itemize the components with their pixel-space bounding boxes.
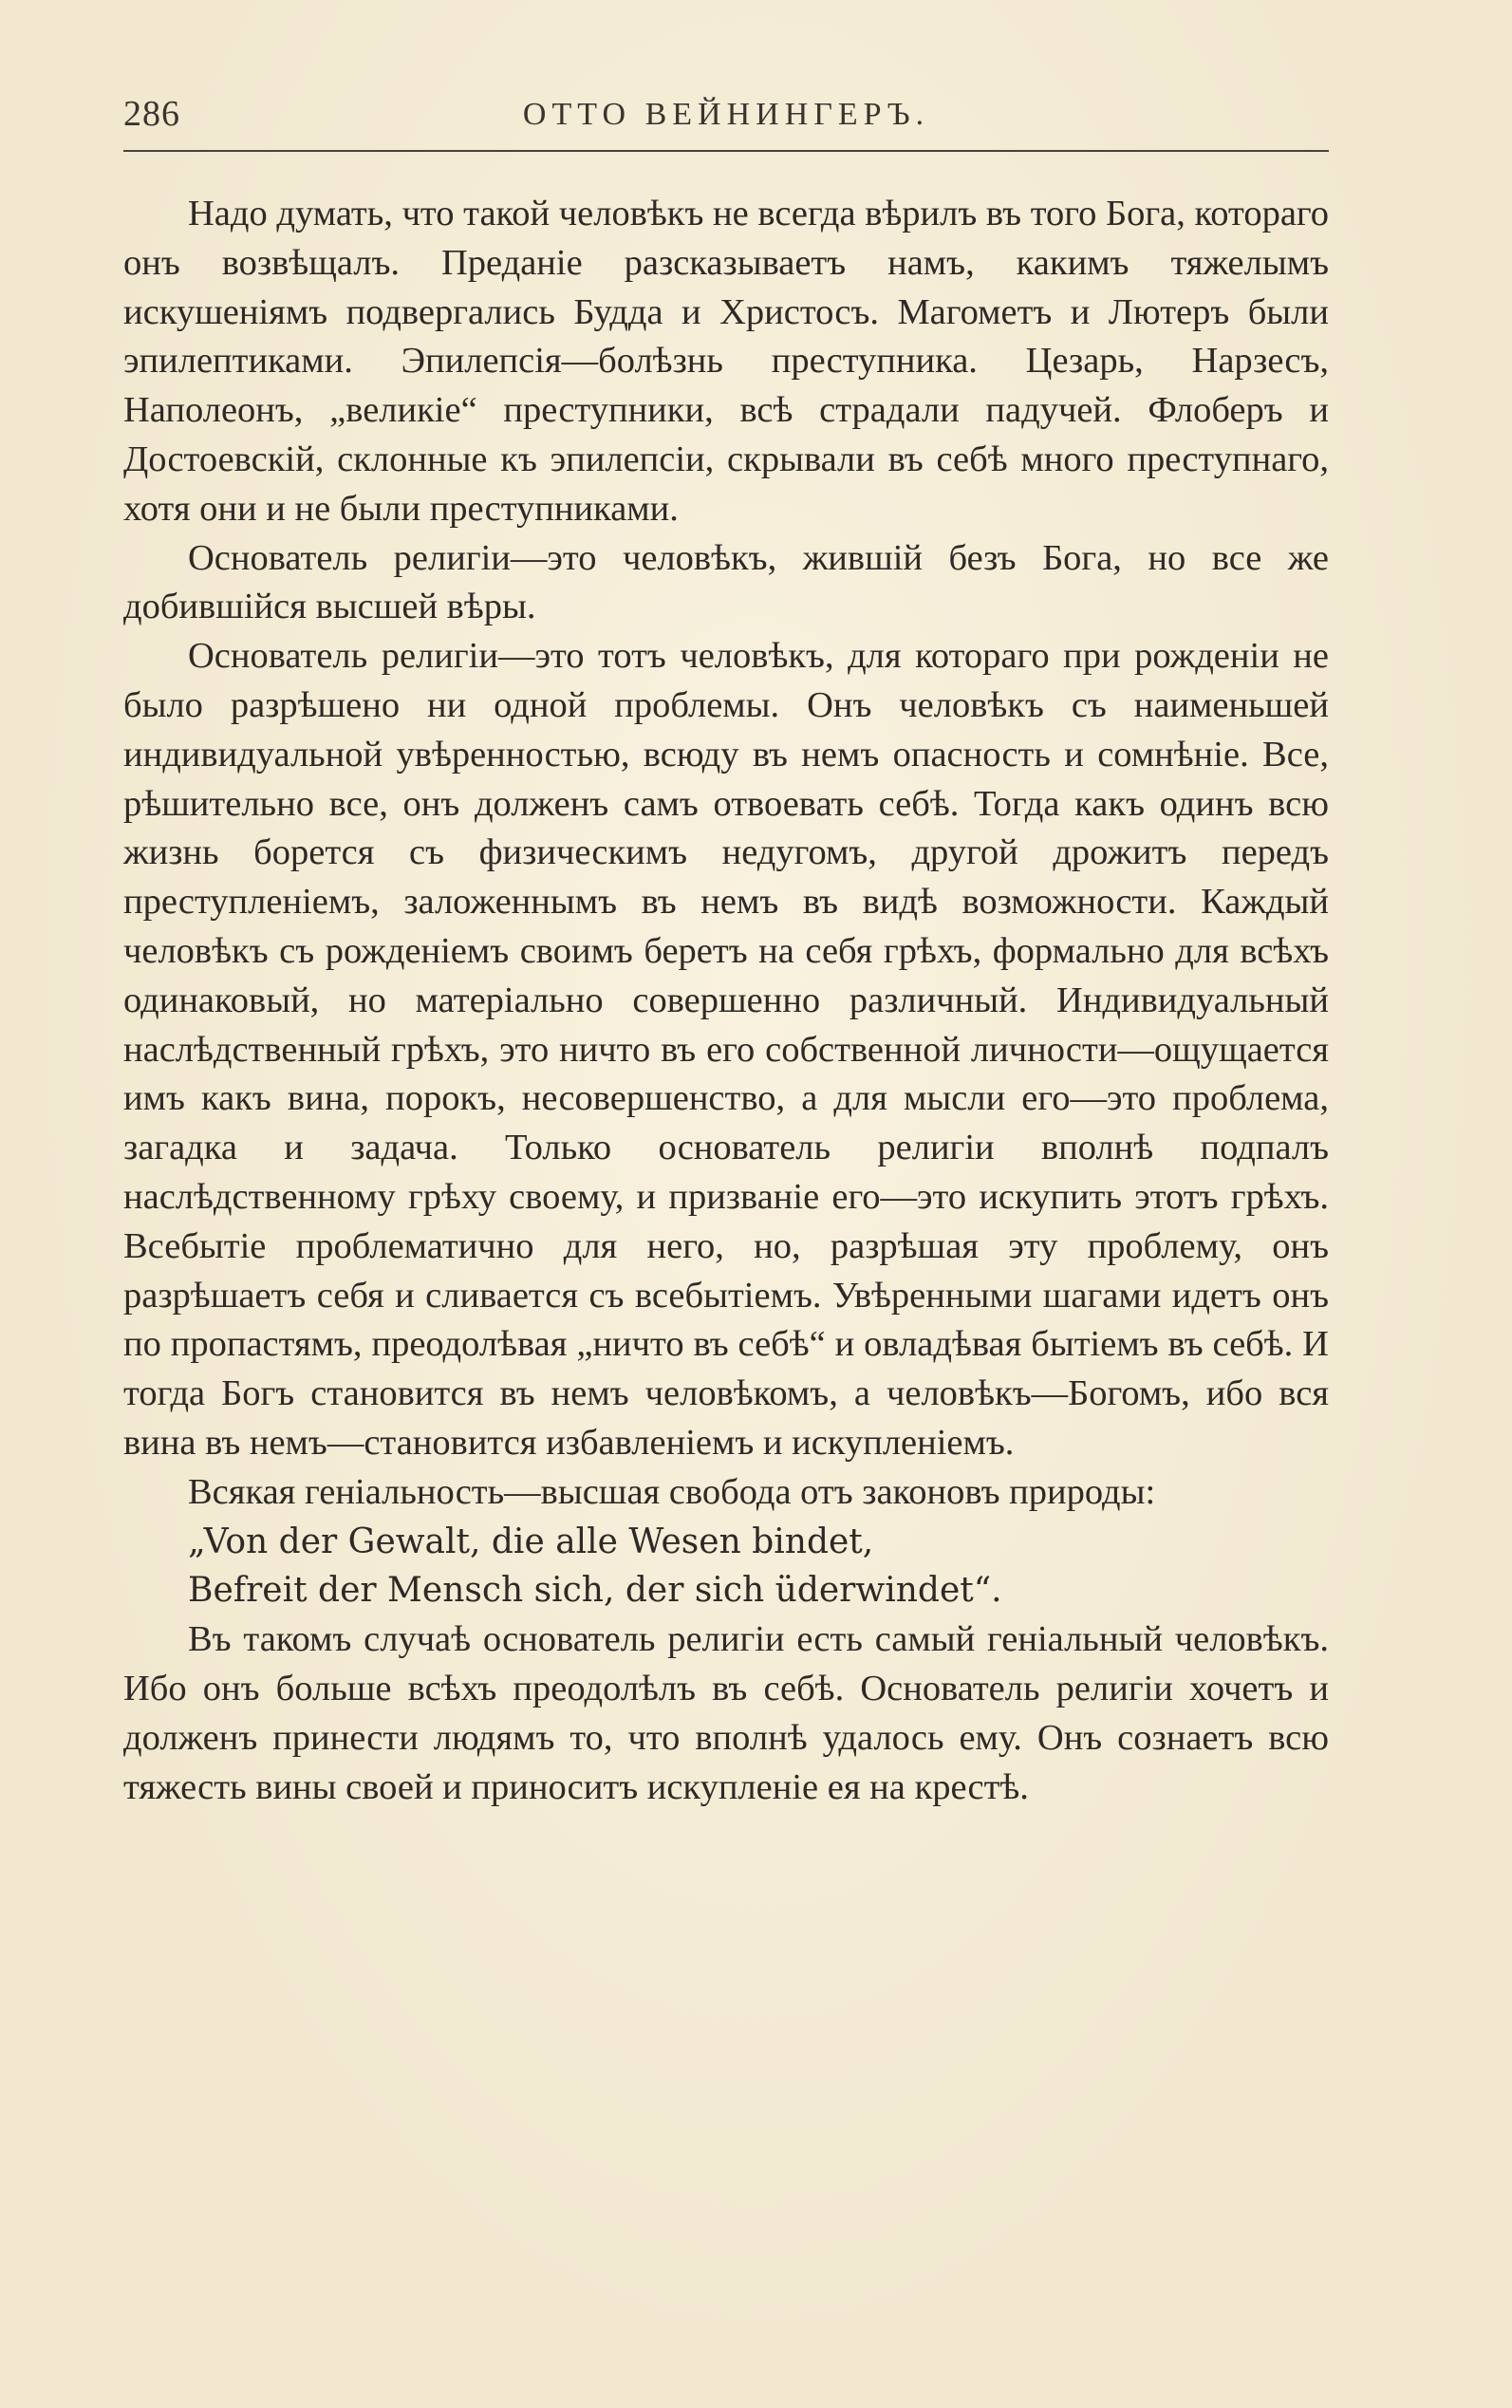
paragraph: Основатель религіи—это человѣкъ, жившій безъ Бога, но все же добившійся высшей вѣры.: [123, 537, 1329, 627]
paragraph: Въ такомъ случаѣ основатель религіи есть самый геніальный человѣкъ. Ибо онъ больше всѣхъ преодолѣлъ въ себѣ. Основатель религіи хочетъ и долженъ принести людямъ то, что вполнѣ удалось ему. Онъ сознаетъ всю тяжесть вины своей и приноситъ искупленіе ея на крестѣ.: [123, 1619, 1329, 1807]
running-title: ОТТО ВЕЙНИНГЕРЪ.: [522, 97, 930, 132]
verse-quote: [123, 1518, 1329, 1616]
page-header: [123, 91, 1329, 152]
paragraph: Надо думать, что такой человѣкъ не всегда вѣрилъ въ того Бога, котораго онъ возвѣщалъ. Преданіе разсказываетъ намъ, какимъ тяжелымъ искушеніямъ подвергались Будда и Христосъ. Магометъ и Лютеръ были эпилептиками. Эпилепсія—болѣзнь преступника. Цезарь, Нарзесъ, Наполеонъ, „великіе“ преступники, всѣ страдали падучей. Флоберъ и Достоевскій, склонные къ эпилепсіи, скрывали въ себѣ много преступнаго, хотя они и не были преступниками.: [123, 194, 1329, 529]
page-number: 286: [123, 94, 180, 134]
paragraph: Основатель религіи—это тотъ человѣкъ, для котораго при рожденіи не было разрѣшено ни одной проблемы. Онъ человѣкъ съ наименьшей индивидуальной увѣренностью, всюду въ немъ опасность и сомнѣніе. Все, рѣшительно все, онъ долженъ самъ отвоевать себѣ. Тогда какъ одинъ всю жизнь борется съ физическимъ недугомъ, другой дрожитъ передъ преступленіемъ, заложеннымъ въ немъ въ видѣ возможности. Каждый человѣкъ съ рожденіемъ своимъ беретъ на себя грѣхъ, формально для всѣхъ одинаковый, но матеріально совершенно различный. Индивидуальный наслѣдственный грѣхъ, это ничто въ его собственной личности—ощущается имъ какъ вина, порокъ, несовершенство, а для мысли его—это проблема, загадка и задача. Только основатель религіи вполнѣ подпалъ наслѣдственному грѣху своему, и призваніе его—это искупить этотъ грѣхъ. Всебытіе проблематично для него, но, разрѣшая эту проблему, онъ разрѣшаетъ себя и сливается съ всебытіемъ. Увѣренными шагами идетъ онъ по пропастямъ, преодолѣвая „ничто въ себѣ“ и овладѣвая бытіемъ въ себѣ. И тогда Богъ становится въ немъ человѣкомъ, а человѣкъ—Богомъ, ибо вся вина въ немъ—становится избавленіемъ и искупленіемъ.: [123, 636, 1329, 1463]
paragraph: Всякая геніальность—высшая свобода отъ законовъ природы:: [188, 1471, 1156, 1512]
verse-line: „Von der Gewalt, die alle Wesen bindet,: [188, 1521, 874, 1561]
verse-line: Befreit der Mensch sich, der sich üderwindet“.: [188, 1571, 1002, 1611]
body-text: [123, 190, 1329, 1812]
